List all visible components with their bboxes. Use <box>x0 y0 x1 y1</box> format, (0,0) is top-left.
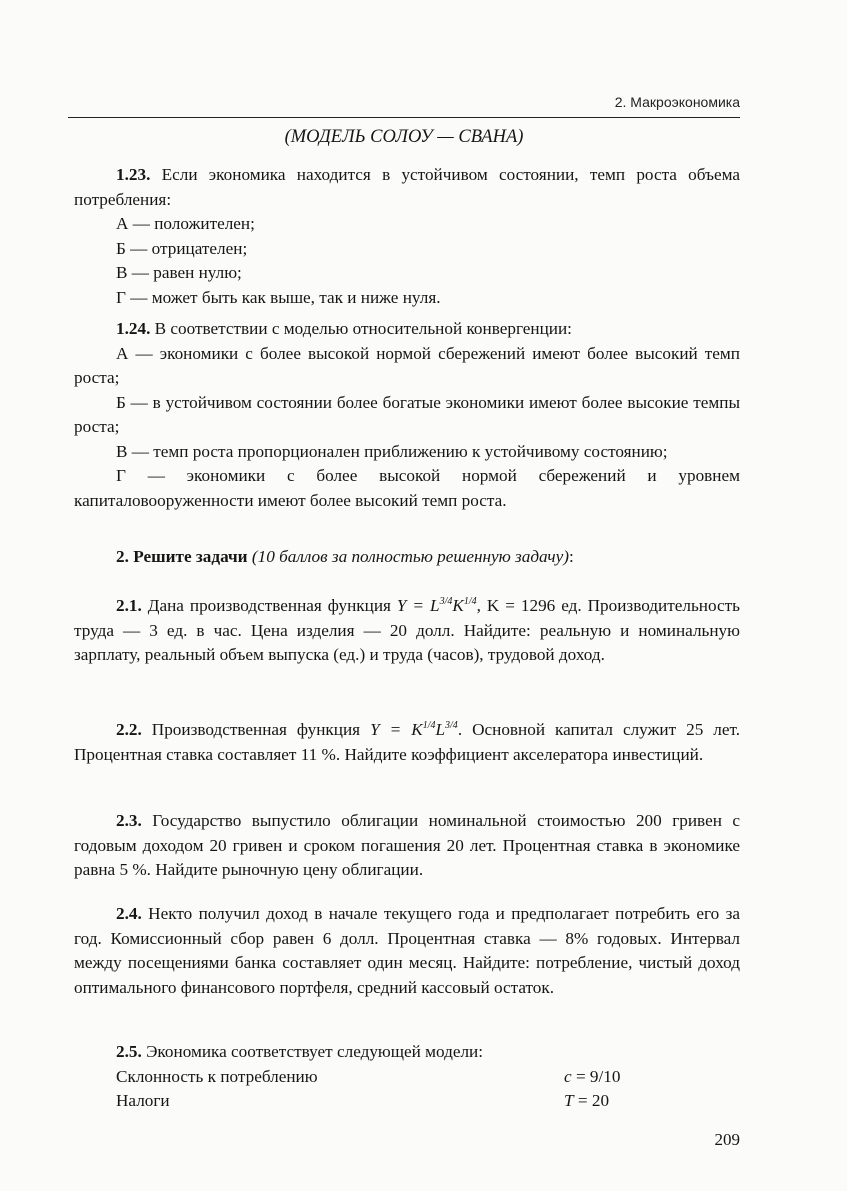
option-a: А — положителен; <box>116 214 255 233</box>
question-body: Если экономика находится в устойчивом состоянии, темп роста объема потребления: <box>74 165 740 209</box>
running-head: 2. Макроэкономика <box>614 94 740 110</box>
question-text <box>74 317 740 342</box>
task-2-1: 2.1. Дана производственная функция $Y = L^{3/4}K^{1/4}$, K = 1296 ед. Производительность труда — 3 ед. в час. Цена изделия — 20 долл. Найдите: реальную и номинальную зарплату, реальный объем выпуска (ед.) и труда (часов), трудовой доход. <box>74 596 741 664</box>
task-2-5: 2.5. Экономика соответствует следующей модели: Склонность к потреблению c = 9/10 Налоги T = 20 <box>74 1040 740 1114</box>
task-2-4: 2.4. Некто получил доход в начале текущего года и предполагает потребить его за год. Комиссионный сбор равен 6 долл. Процентная ставка — 8% годовых. Интервал между посещениями банка составляет один месяц. Найдите: потребление, чистый доход оптимального финансового портфеля, средний кассовый остаток. <box>74 904 740 997</box>
question-1-24 <box>74 317 740 513</box>
part-heading: 2. Решите задачи <box>116 547 248 566</box>
task-number: 2.1. <box>116 596 142 615</box>
option-c: В — темп роста пропорционален приближению к устойчивому состоянию; <box>116 441 668 461</box>
question-body: В соответствии с моделью относительной конвергенции: <box>154 319 572 338</box>
question-text <box>74 163 740 212</box>
question-1-23 <box>74 163 740 310</box>
option-b: Б — в устойчивом состоянии более богатые экономики имеют более высокие темпы роста; <box>74 392 740 436</box>
option-a: А — экономики с более высокой нормой сбережений имеют более высокий темп роста; <box>74 343 740 387</box>
option-b: Б — отрицателен; <box>116 238 248 258</box>
production-function-formula: $Y = L^{3/4}K^{1/4}$ <box>396 596 477 615</box>
header-rule <box>68 117 740 118</box>
option-d: Г — может быть как выше, так и ниже нуля. <box>116 287 441 307</box>
production-function-formula: $Y = K^{1/4}L^{3/4}$ <box>370 720 458 739</box>
part-2-heading: 2. Решите задачи (10 баллов за полностью решенную задачу): <box>116 547 574 566</box>
model-row-consumption: Склонность к потреблению c = 9/10 <box>116 1066 621 1086</box>
task-number: 2.2. <box>116 720 142 739</box>
task-number: 2.4. <box>116 904 142 923</box>
task-2-2: 2.2. Производственная функция $Y = K^{1/4}L^{3/4}$. Основной капитал служит 25 лет. Процентная ставка составляет 11 %. Найдите коэффициент акселератора инвестиций. <box>74 720 741 764</box>
option-d: Г — экономики с более высокой нормой сбережений и уровнем капиталовооруженности имеют более высокий темп роста. <box>74 466 740 510</box>
question-number: 1.24. <box>116 319 151 338</box>
section-title: (МОДЕЛЬ СОЛОУ — СВАНА) <box>284 127 524 147</box>
task-number: 2.3. <box>116 811 142 830</box>
option-c: В — равен нулю; <box>116 263 242 282</box>
model-row-taxes: Налоги T = 20 <box>116 1091 610 1110</box>
page-number: 209 <box>714 1130 740 1149</box>
part-note: (10 баллов за полностью решенную задачу) <box>251 547 569 566</box>
question-number: 1.23. <box>116 165 151 184</box>
task-number: 2.5. <box>116 1042 142 1061</box>
task-2-3: 2.3. Государство выпустило облигации номинальной стоимостью 200 гривен с годовым доходом 20 гривен и сроком погашения 20 лет. Процентная ставка в экономике равна 5 %. Найдите рыночную цену облигации. <box>74 811 741 879</box>
